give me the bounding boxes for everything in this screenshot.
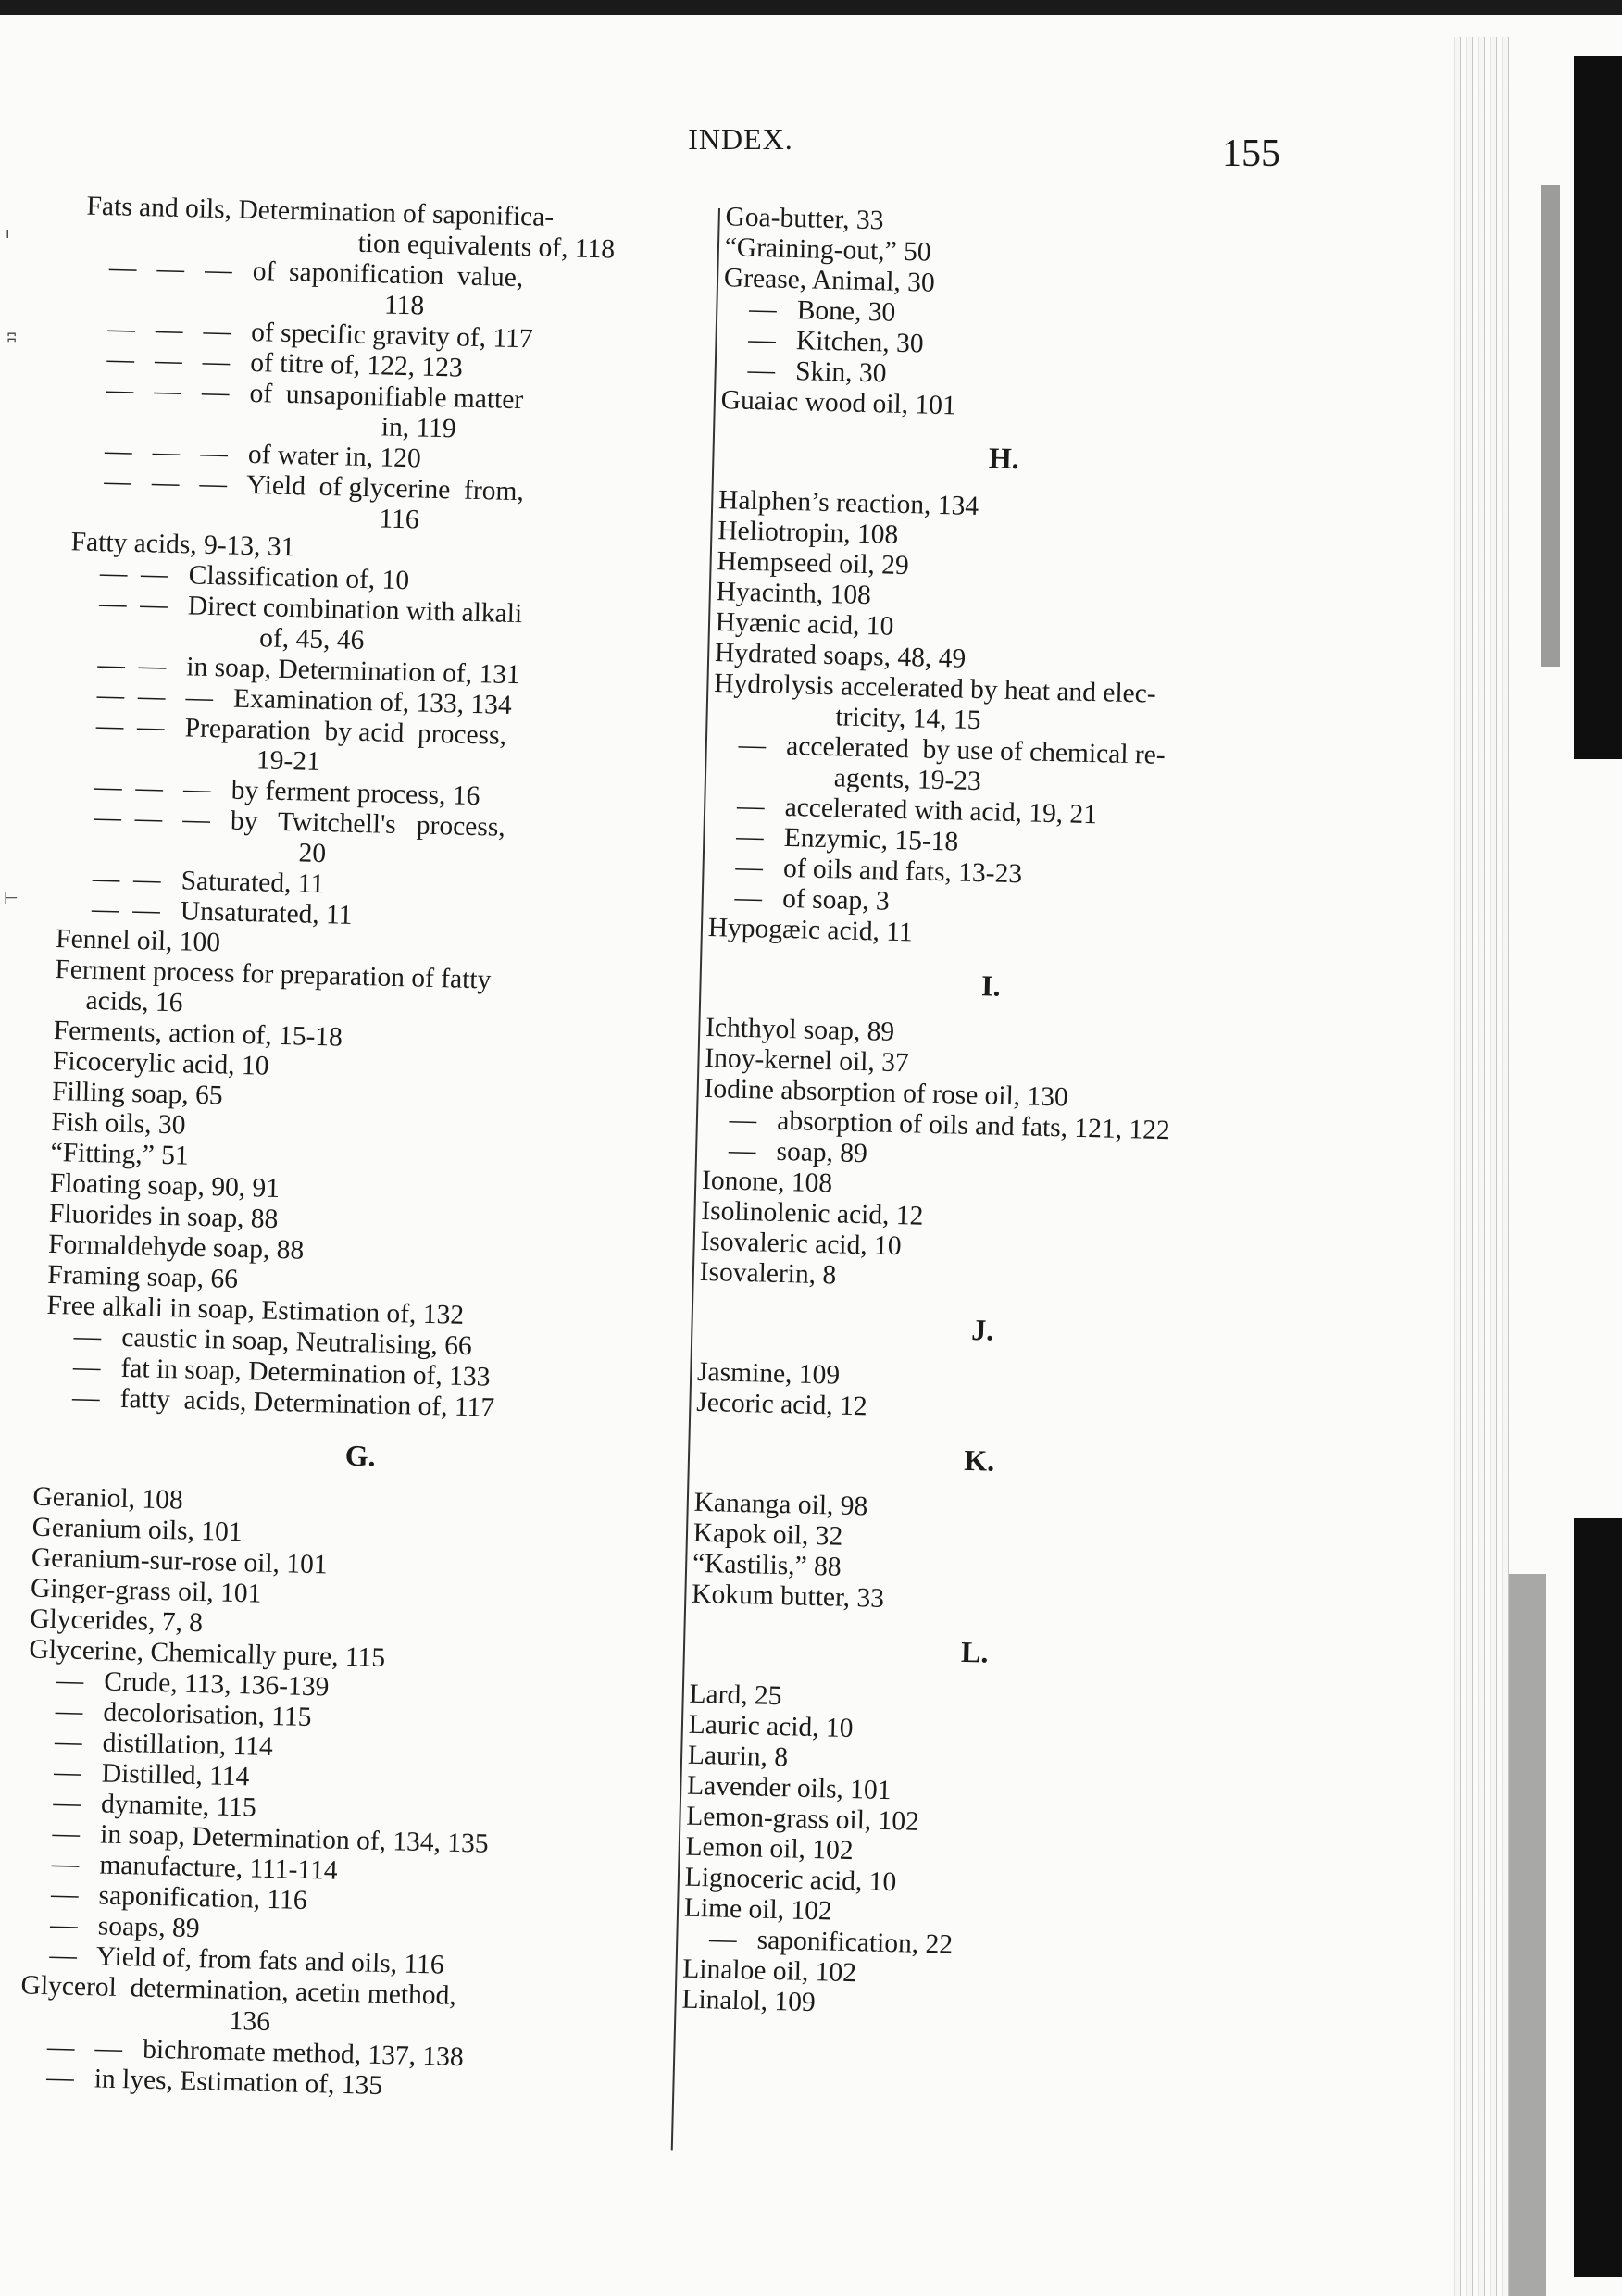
scan-edge-strip bbox=[1454, 37, 1622, 2296]
index-entry: — Bone, 30 bbox=[748, 293, 896, 328]
index-entry: Glycerides, 7, 8 bbox=[29, 1603, 204, 1639]
index-entry: of, 45, 46 bbox=[258, 623, 365, 656]
index-entry: Kapok oil, 32 bbox=[692, 1517, 843, 1552]
index-entry: — — — of titre of, 122, 123 bbox=[106, 344, 464, 383]
index-entry: Geraniol, 108 bbox=[32, 1481, 184, 1516]
index-entry: Lime oil, 102 bbox=[683, 1892, 833, 1927]
index-entry: 19-21 bbox=[256, 745, 321, 777]
book-page: ı ʭ ⊢ INDEX. 155 Fats and oils, Determination of saponifica- tion equivalents of, 118 — — — of saponification value, 118 — — — of specific gravity of, 117 — — — of titre of, 122, 123 — — — of unsaponifiable matter in, 119 — — — of water in, 120 — — — Yield of glycerine from, 116 Fatty acids, 9-13, 31 — — Classification of, 10 — — Direct combination with alkali of, 45, 46 — — in soap, Determination of, 131 — — — Examination of, 133, 134 — — Preparation by acid process, 19-21 — — — by ferment process, 16 — — — by Twitchell's process, 20 — — Saturated, 11 — — Unsaturated, 11 Fennel oil, 100 Ferment process for preparation of fatty acids, 16 Ferments, action of, 15-18 Ficocerylic acid, 10 Filling soap, 65 Fish oils, 30 “Fitting,” 51 Floating soap, 90, 91 Fluorides in soap, 88 Formaldehyde soap, 88 Framing soap, 66 Free alkali in soap, Estimation of, 132 — caustic in soap, Neutralising, 66 — fat in soap, Determination of, 133 — fatty acids, Determination of, 117 G. Geraniol, 108 Geranium oils, 101 Geranium-sur-rose oil, 101 Ginger-grass oil, 101 Glycerides, 7, 8 Glycerine, Chemically pure, 115 — Crude, 113, 136-139 — decolorisation, 115 — distillation, 114 — Distilled, 114 — dynamite, 115 — in soap, Determination of, 134, 135 — manufacture, 111-114 — saponification, 116 — soaps, 89 — Yield of, from fats and oils, 116 Glycerol determination, acetin method, 136 — — bichromate method, 137, 138 — in lyes, Estimation of, 135 Goa-butter, 33 “Graining-out,” 50 Grease, Animal, 30 — Bone, 30 — Kitchen, 30 — Skin, 30 Guaiac wood oil, 101 H. Halphen’s reaction, 134 Heliotropin, 108 Hempseed oil, 29 Hyacinth, 108 Hyænic acid, 10 Hydrated soaps, 48, 49 Hydrolysis accelerated by heat and elec- tricity, 14, 15 — accelerated by use of chemical re- agents, 19-23 — accelerated with acid, 19, 21 — Enzymic, 15-18 — of oils and fats, 13-23 — of soap, 3 Hypogæic acid, 11 I. Ichthyol soap, 89 Inoy-kernel oil, 37 Iodine absorption of rose oil, 130 — absorption of oils and fats, 121, 122 — soap, 89 Ionone, 108 Isolinolenic acid, 12 Isovaleric acid, 10 Isovalerin, 8 J. Jasmine, 109 Jecoric acid, 12 K. Kananga oil, 98 Kapok oil, 32 “Kastilis,” 88 Kokum butter, 33 L. Lard, 25 Lauric acid, 10 Laurin, 8 Lavender oils, 101 Lemon-grass oil, 102 Lemon oil, 102 Lignoceric acid, 10 Lime oil, 102 — saponification, 22 Linaloe oil, 102 Linalol, 109 bbox=[0, 0, 1622, 2296]
index-entry: Ginger-grass oil, 101 bbox=[30, 1573, 262, 1609]
index-entry: Halphen’s reaction, 134 bbox=[717, 485, 979, 521]
index-entry: — fat in soap, Determination of, 133 bbox=[72, 1352, 491, 1392]
index-entry: Grease, Animal, 30 bbox=[723, 263, 936, 298]
index-entry: Laurin, 8 bbox=[687, 1740, 789, 1773]
index-entry: Fatty acids, 9-13, 31 bbox=[70, 527, 295, 563]
index-entry: tricity, 14, 15 bbox=[835, 702, 981, 736]
index-entry: Ferment process for preparation of fatty bbox=[55, 954, 492, 995]
index-entry: Inoy-kernel oil, 37 bbox=[705, 1042, 910, 1079]
index-entry: — saponification, 22 bbox=[708, 1924, 954, 1960]
index-entry: — soaps, 89 bbox=[49, 1910, 201, 1944]
index-entry: Geranium-sur-rose oil, 101 bbox=[31, 1542, 328, 1580]
index-entry: Lemon-grass oil, 102 bbox=[685, 1801, 920, 1837]
index-entry: Lavender oils, 101 bbox=[686, 1770, 892, 1806]
scan-top-edge bbox=[0, 0, 1622, 15]
section-letter: J. bbox=[970, 1313, 994, 1347]
page-number: 155 bbox=[1222, 132, 1280, 175]
index-entry: Jasmine, 109 bbox=[696, 1356, 841, 1391]
index-entry: — — — of water in, 120 bbox=[104, 436, 422, 474]
index-entry: — — Unsaturated, 11 bbox=[91, 893, 353, 930]
index-entry: Linaloe oil, 102 bbox=[681, 1953, 857, 1989]
index-entry: — fatty acids, Determination of, 117 bbox=[71, 1382, 495, 1423]
index-entry: Ionone, 108 bbox=[701, 1165, 833, 1199]
index-entry: — dynamite, 115 bbox=[53, 1788, 257, 1823]
index-entry: — in lyes, Estimation of, 135 bbox=[45, 2063, 383, 2101]
section-letter: I. bbox=[980, 968, 1002, 1003]
index-entry: 116 bbox=[379, 504, 419, 535]
section-letter: K. bbox=[963, 1442, 995, 1478]
index-entry: — — — of specific gravity of, 117 bbox=[106, 314, 533, 355]
index-entry: — — Direct combination with alkali bbox=[98, 589, 523, 630]
index-entry: Kananga oil, 98 bbox=[693, 1487, 868, 1522]
index-entry: — distillation, 114 bbox=[54, 1727, 274, 1762]
index-entry: — — — of unsaponifiable matter bbox=[106, 375, 524, 416]
index-entry: “Kastilis,” 88 bbox=[692, 1548, 842, 1582]
index-entry: Hydrolysis accelerated by heat and elec- bbox=[713, 668, 1157, 709]
index-entry: Formaldehyde soap, 88 bbox=[47, 1229, 305, 1266]
index-entry: Ficocerylic acid, 10 bbox=[52, 1045, 269, 1081]
index-entry: — Skin, 30 bbox=[747, 355, 887, 389]
index-entry: Hypogæic acid, 11 bbox=[707, 912, 914, 948]
index-entry: Fennel oil, 100 bbox=[55, 924, 221, 958]
index-entry: acids, 16 bbox=[85, 985, 183, 1018]
index-entry: Hyacinth, 108 bbox=[716, 577, 872, 611]
index-entry: Fats and oils, Determination of saponifica- bbox=[86, 191, 555, 232]
index-entry: Linalol, 109 bbox=[681, 1984, 817, 2018]
index-entry: — — — Yield of glycerine from, bbox=[103, 467, 525, 507]
index-entry: Goa-butter, 33 bbox=[725, 202, 884, 236]
index-entry: Fish oils, 30 bbox=[51, 1106, 186, 1141]
index-entry: — Distilled, 114 bbox=[53, 1757, 250, 1792]
index-entry: — of soap, 3 bbox=[734, 882, 891, 917]
index-entry: Geranium oils, 101 bbox=[31, 1512, 243, 1548]
index-entry: — absorption of oils and fats, 121, 122 bbox=[729, 1104, 1171, 1146]
index-entry: — accelerated with acid, 19, 21 bbox=[736, 791, 1098, 830]
index-entry: Ferments, action of, 15-18 bbox=[53, 1015, 343, 1053]
section-letter: G. bbox=[344, 1438, 377, 1473]
index-column-left bbox=[19, 191, 717, 2109]
index-entry: “Graining-out,” 50 bbox=[724, 232, 931, 268]
index-entry: Kokum butter, 33 bbox=[691, 1578, 885, 1614]
index-entry: — — — by Twitchell's process, bbox=[94, 802, 506, 842]
index-entry: in, 119 bbox=[381, 412, 457, 444]
index-entry: Hyænic acid, 10 bbox=[715, 607, 894, 642]
index-entry: Glycerol determination, acetin method, bbox=[20, 1970, 457, 2011]
index-entry: — — Saturated, 11 bbox=[92, 863, 325, 900]
index-entry: Isolinolenic acid, 12 bbox=[700, 1195, 924, 1231]
index-entry: Glycerine, Chemically pure, 115 bbox=[29, 1634, 386, 1673]
index-entry: — Enzymic, 15-18 bbox=[735, 821, 959, 857]
index-entry: — — — Examination of, 133, 134 bbox=[96, 680, 513, 720]
index-entry: Lignoceric acid, 10 bbox=[684, 1862, 897, 1898]
index-entry: Ichthyol soap, 89 bbox=[705, 1012, 895, 1047]
index-entry: 118 bbox=[383, 290, 425, 321]
index-entry: “Fitting,” 51 bbox=[50, 1137, 190, 1171]
index-entry: — — Preparation by acid process, bbox=[95, 711, 507, 751]
index-entry: Framing soap, 66 bbox=[46, 1259, 239, 1294]
index-entry: Isovalerin, 8 bbox=[699, 1256, 837, 1291]
index-column-right bbox=[674, 202, 1302, 2029]
index-entry: Lard, 25 bbox=[689, 1678, 782, 1712]
index-entry: tion equivalents of, 118 bbox=[357, 228, 616, 265]
index-entry: Jecoric acid, 12 bbox=[695, 1387, 867, 1422]
index-entry: Free alkali in soap, Estimation of, 132 bbox=[46, 1290, 465, 1330]
index-entry: — saponification, 116 bbox=[50, 1879, 308, 1915]
index-entry: — in soap, Determination of, 134, 135 bbox=[52, 1818, 490, 1859]
index-entry: Filling soap, 65 bbox=[51, 1076, 223, 1111]
index-entry: — Crude, 113, 136-139 bbox=[56, 1666, 330, 1703]
index-entry: Lemon oil, 102 bbox=[685, 1831, 854, 1866]
index-entry: 20 bbox=[298, 838, 327, 869]
index-entry: — soap, 89 bbox=[728, 1135, 868, 1169]
index-entry: — — bichromate method, 137, 138 bbox=[46, 2032, 465, 2073]
index-entry: — Kitchen, 30 bbox=[747, 324, 924, 359]
index-entry: Hempseed oil, 29 bbox=[717, 546, 910, 581]
index-entry: — of oils and fats, 13-23 bbox=[735, 852, 1023, 890]
index-entry: — Yield of, from fats and oils, 116 bbox=[49, 1940, 445, 1980]
section-letter: L. bbox=[960, 1634, 989, 1669]
index-entry: Hydrated soaps, 48, 49 bbox=[714, 638, 967, 674]
index-entry: — manufacture, 111-114 bbox=[51, 1849, 338, 1886]
index-entry: Heliotropin, 108 bbox=[717, 516, 899, 550]
index-entry: — — — of saponification value, bbox=[108, 253, 524, 293]
index-entry: 136 bbox=[229, 2005, 271, 2038]
index-entry: Isovaleric acid, 10 bbox=[700, 1226, 902, 1262]
index-entry: — — — by ferment process, 16 bbox=[94, 771, 480, 812]
index-entry: Floating soap, 90, 91 bbox=[49, 1167, 281, 1204]
index-entry: — decolorisation, 115 bbox=[55, 1696, 312, 1732]
index-entry: Lauric acid, 10 bbox=[688, 1709, 854, 1744]
running-head: INDEX. bbox=[688, 122, 793, 156]
index-entry: agents, 19-23 bbox=[833, 763, 982, 797]
index-entry: Iodine absorption of rose oil, 130 bbox=[704, 1073, 1069, 1113]
index-entry: Fluorides in soap, 88 bbox=[48, 1198, 279, 1234]
index-entry: — caustic in soap, Neutralising, 66 bbox=[73, 1321, 473, 1362]
section-letter: H. bbox=[988, 441, 1020, 476]
index-entry: Guaiac wood oil, 101 bbox=[720, 385, 957, 421]
index-entry: — accelerated by use of chemical re- bbox=[738, 730, 1167, 770]
index-entry: — — in soap, Determination of, 131 bbox=[97, 650, 521, 691]
index-entry: — — Classification of, 10 bbox=[99, 558, 410, 596]
